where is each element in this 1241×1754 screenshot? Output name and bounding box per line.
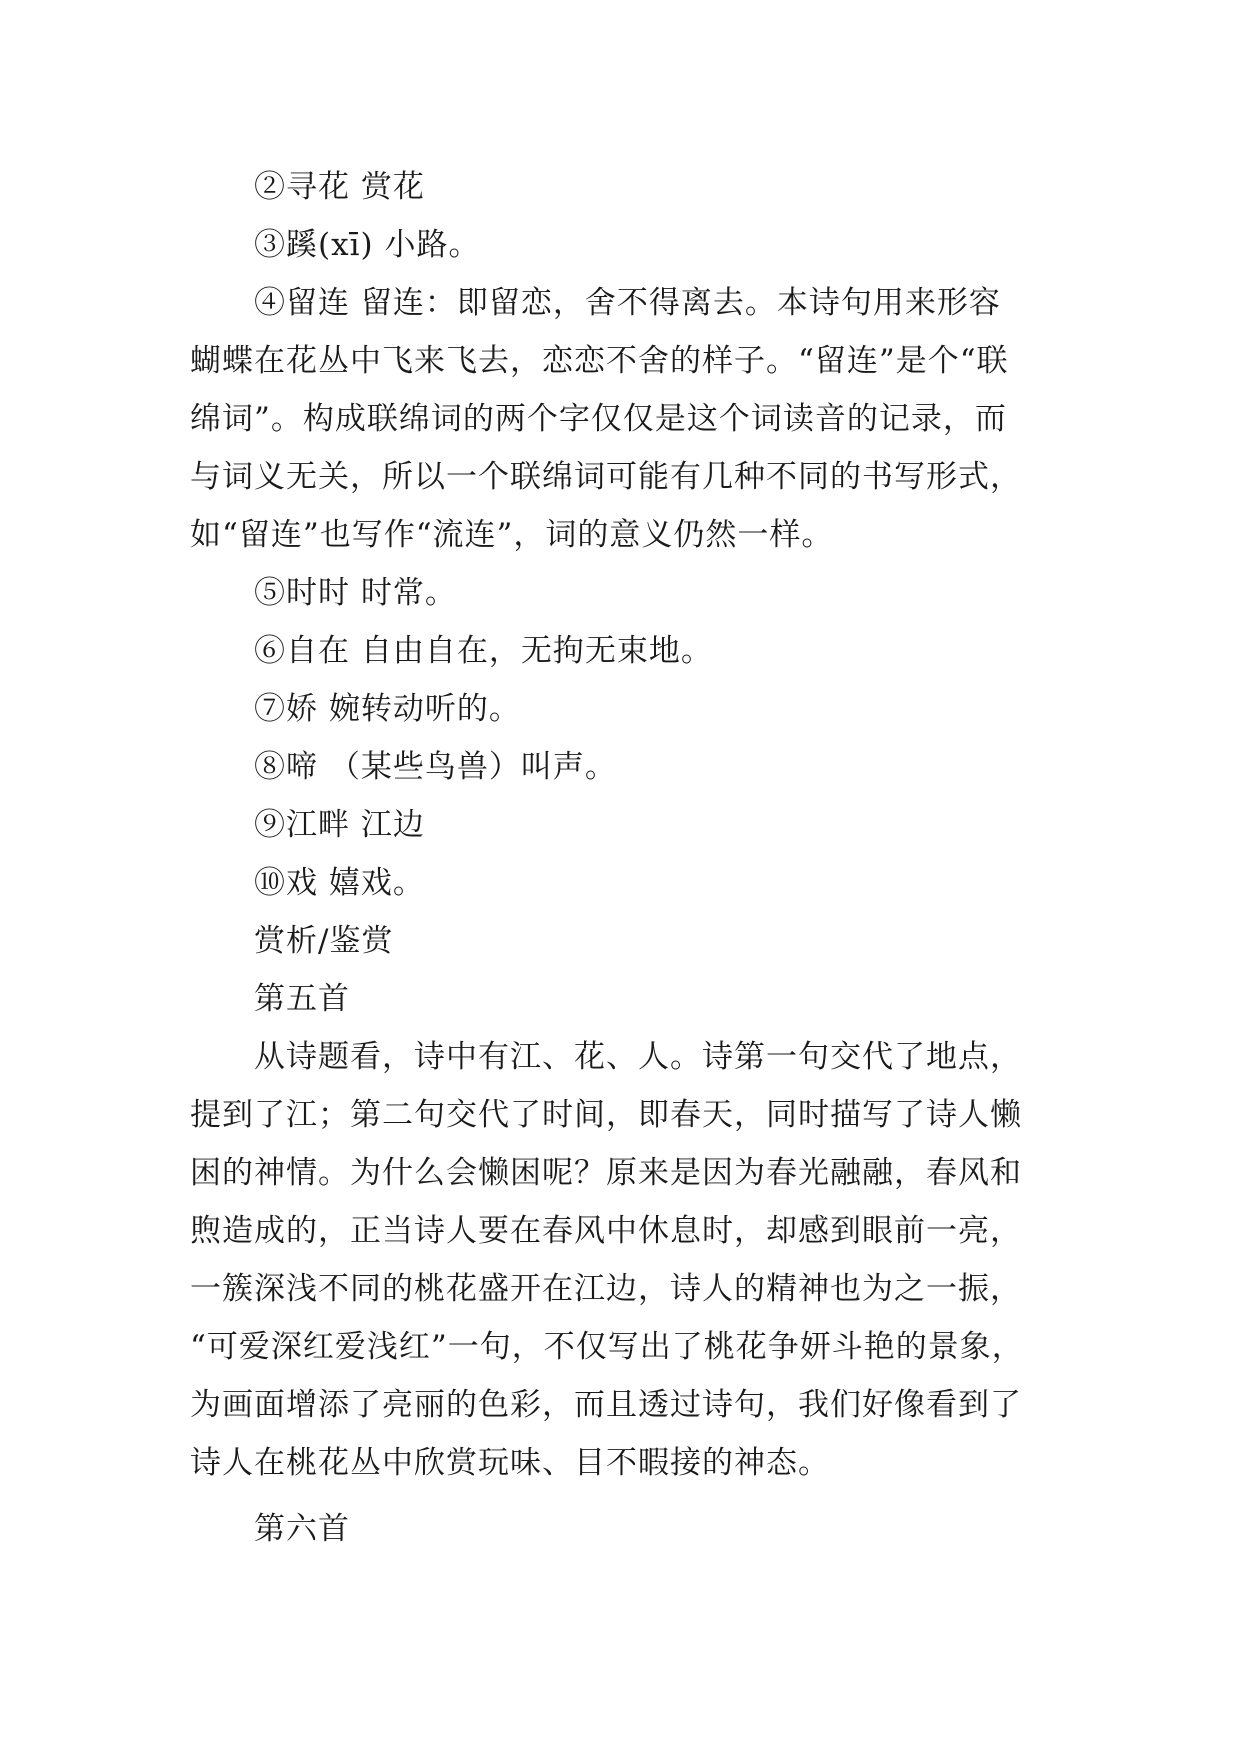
poem-5-analysis <box>190 1028 1052 1492</box>
analysis-line: 为画面增添了亮丽的色彩，而且透过诗句，我们好像看到了 <box>190 1387 1022 1423</box>
note-4-line: 与词义无关，所以一个联绵词可能有几种不同的书写形式， <box>190 459 1022 495</box>
note-4-line: 如“留连”也写作“流连”，词的意义仍然一样。 <box>190 517 834 553</box>
analysis-line: 煦造成的，正当诗人要在春风中休息时，却感到眼前一亮， <box>190 1213 1022 1249</box>
note-6: ⑥自在 自由自在，无拘无束地。 <box>254 633 713 669</box>
poem-6-heading: 第六首 <box>254 1511 350 1547</box>
note-10: ⑩戏 嬉戏。 <box>254 865 425 901</box>
note-7: ⑦娇 婉转动听的。 <box>254 691 521 727</box>
section-heading: 赏析/鉴赏 <box>254 923 394 959</box>
note-4 <box>190 274 1052 564</box>
note-4-line: 绵词”。构成联绵词的两个字仅仅是这个词读音的记录，而 <box>190 401 1007 437</box>
note-8: ⑧啼 （某些鸟兽）叫声。 <box>254 749 617 785</box>
note-2: ②寻花 赏花 <box>254 169 425 205</box>
analysis-line: 一簇深浅不同的桃花盛开在江边，诗人的精神也为之一振， <box>190 1271 1022 1307</box>
spacer <box>190 1492 1052 1500</box>
note-9: ⑨江畔 江边 <box>254 807 425 843</box>
analysis-line: 提到了江；第二句交代了时间，即春天，同时描写了诗人懒 <box>190 1097 1022 1133</box>
note-4-line: 蝴蝶在花丛中飞来飞去，恋恋不舍的样子。“留连”是个“联 <box>190 343 1009 379</box>
poem-5-heading: 第五首 <box>254 981 350 1017</box>
note-5: ⑤时时 时常。 <box>254 575 457 611</box>
analysis-line: 困的神情。为什么会懒困呢？原来是因为春光融融，春风和 <box>190 1155 1022 1191</box>
analysis-line: 从诗题看，诗中有江、花、人。诗第一句交代了地点， <box>254 1039 1022 1075</box>
document-body <box>190 158 1052 1558</box>
analysis-line: 诗人在桃花丛中欣赏玩味、目不暇接的神态。 <box>190 1445 830 1481</box>
analysis-line: “可爱深红爱浅红”一句，不仅写出了桃花争妍斗艳的景象， <box>190 1329 1024 1365</box>
note-3: ③蹊(xī) 小路。 <box>254 227 481 263</box>
note-4-line: ④留连 留连：即留恋，舍不得离去。本诗句用来形容 <box>254 285 1001 321</box>
